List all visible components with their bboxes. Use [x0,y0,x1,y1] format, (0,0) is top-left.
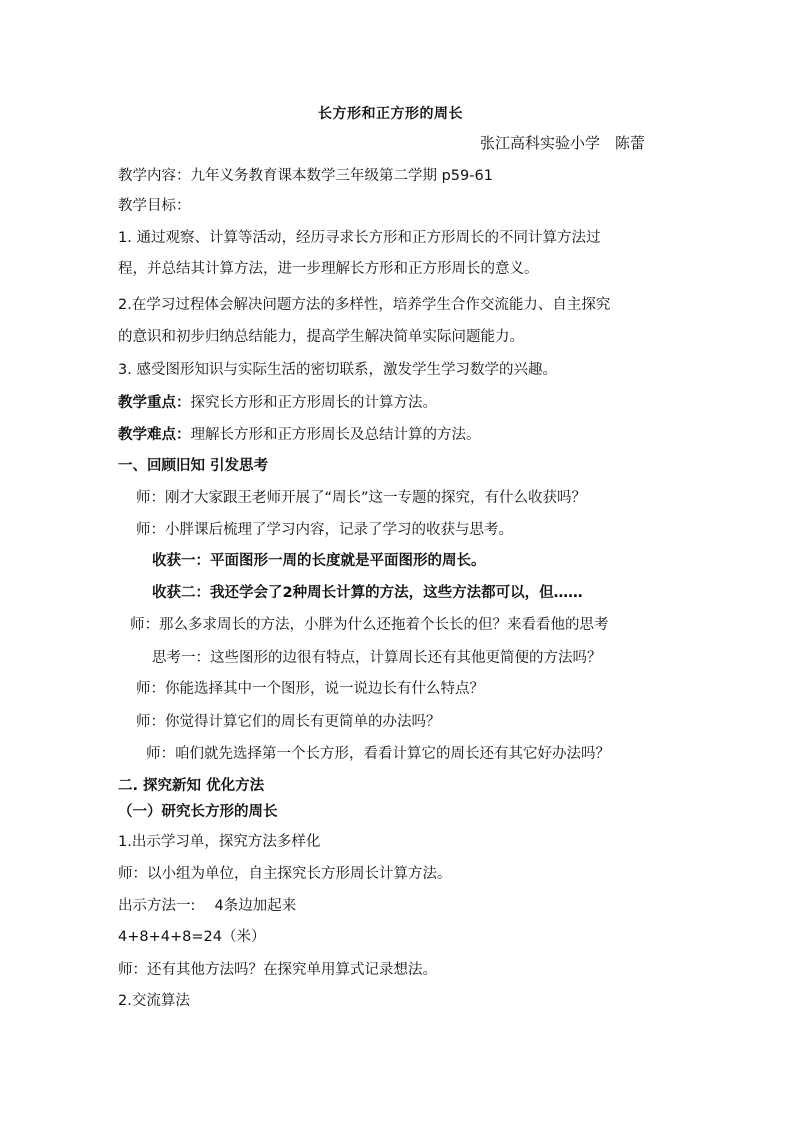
section-1-para-5: 师：你觉得计算它们的周长有更简单的办法吗？ [136,714,441,730]
teaching-content-text: 九年义务教育课本数学三年级第二学期 p59-61 [190,168,493,184]
method-1-formula: 4+8+4+8=24（米） [118,929,266,945]
difficulty-point-text: 理解长方形和正方形周长及总结计算的方法。 [190,427,481,443]
key-point-text: 探究长方形和正方形周长的计算方法。 [190,395,437,411]
teaching-content-label: 教学内容： [118,168,191,184]
gain-2: 收获二：我还学会了2种周长计算的方法，这些方法都可以，但…… [152,585,583,601]
teaching-goals-label: 教学目标： [118,198,191,214]
difficulty-point [118,425,481,445]
goal-2-line-2: 的意识和初步归纳总结能力，提高学生解决简单实际问题能力。 [118,329,524,345]
gain-1: 收获一：平面图形一周的长度就是平面图形的周长。 [152,553,486,569]
goal-1-line-2: 程，并总结其计算方法，进一步理解长方形和正方形周长的意义。 [118,261,539,277]
subsection-1-heading: （一）研究长方形的周长 [118,804,278,820]
section-2-para-2: 师：还有其他方法吗？在探究单用算式记录想法。 [118,962,437,978]
section-1-heading: 一、回顾旧知 引发思考 [118,458,269,474]
key-point-label: 教学重点： [118,395,191,411]
method-1: 出示方法一: 4条边加起来 [118,898,297,914]
think-1: 思考一：这些图形的边很有特点，计算周长还有其他更简便的方法吗？ [152,650,602,666]
section-2-item-1: 1.出示学习单，探究方法多样化 [118,834,321,850]
goal-3: 3. 感受图形知识与实际生活的密切联系，激发学生学习数学的兴趣。 [118,362,557,378]
key-point [118,393,437,413]
teaching-content [118,166,493,186]
section-1-para-2: 师：小胖课后梳理了学习内容，记录了学习的收获与思考。 [136,522,513,538]
document-title: 长方形和正方形的周长 [318,106,463,122]
section-1-para-6: 师：咱们就先选择第一个长方形，看看计算它的周长还有其它好办法吗？ [146,746,610,762]
section-2-item-2: 2.交流算法 [118,993,190,1009]
difficulty-point-label: 教学难点： [118,427,191,443]
goal-2-line-1: 2.在学习过程体会解决问题方法的多样性，培养学生合作交流能力、自主探究 [118,297,611,313]
author-line: 张江高科实验小学 陈蕾 [480,134,646,152]
goal-1-line-1: 1. 通过观察、计算等活动，经历寻求长方形和正方形周长的不同计算方法过 [118,230,601,246]
section-2-heading: 二. 探究新知 优化方法 [118,778,265,794]
section-1-para-1: 师：刚才大家跟王老师开展了“周长”这一专题的探究，有什么收获吗？ [136,490,587,506]
section-2-para-1: 师：以小组为单位，自主探究长方形周长计算方法。 [118,866,452,882]
section-1-para-3: 师：那么多求周长的方法，小胖为什么还拖着个长长的但？来看看他的思考 [130,617,609,633]
section-1-para-4: 师：你能选择其中一个图形，说一说边长有什么特点？ [136,681,484,697]
